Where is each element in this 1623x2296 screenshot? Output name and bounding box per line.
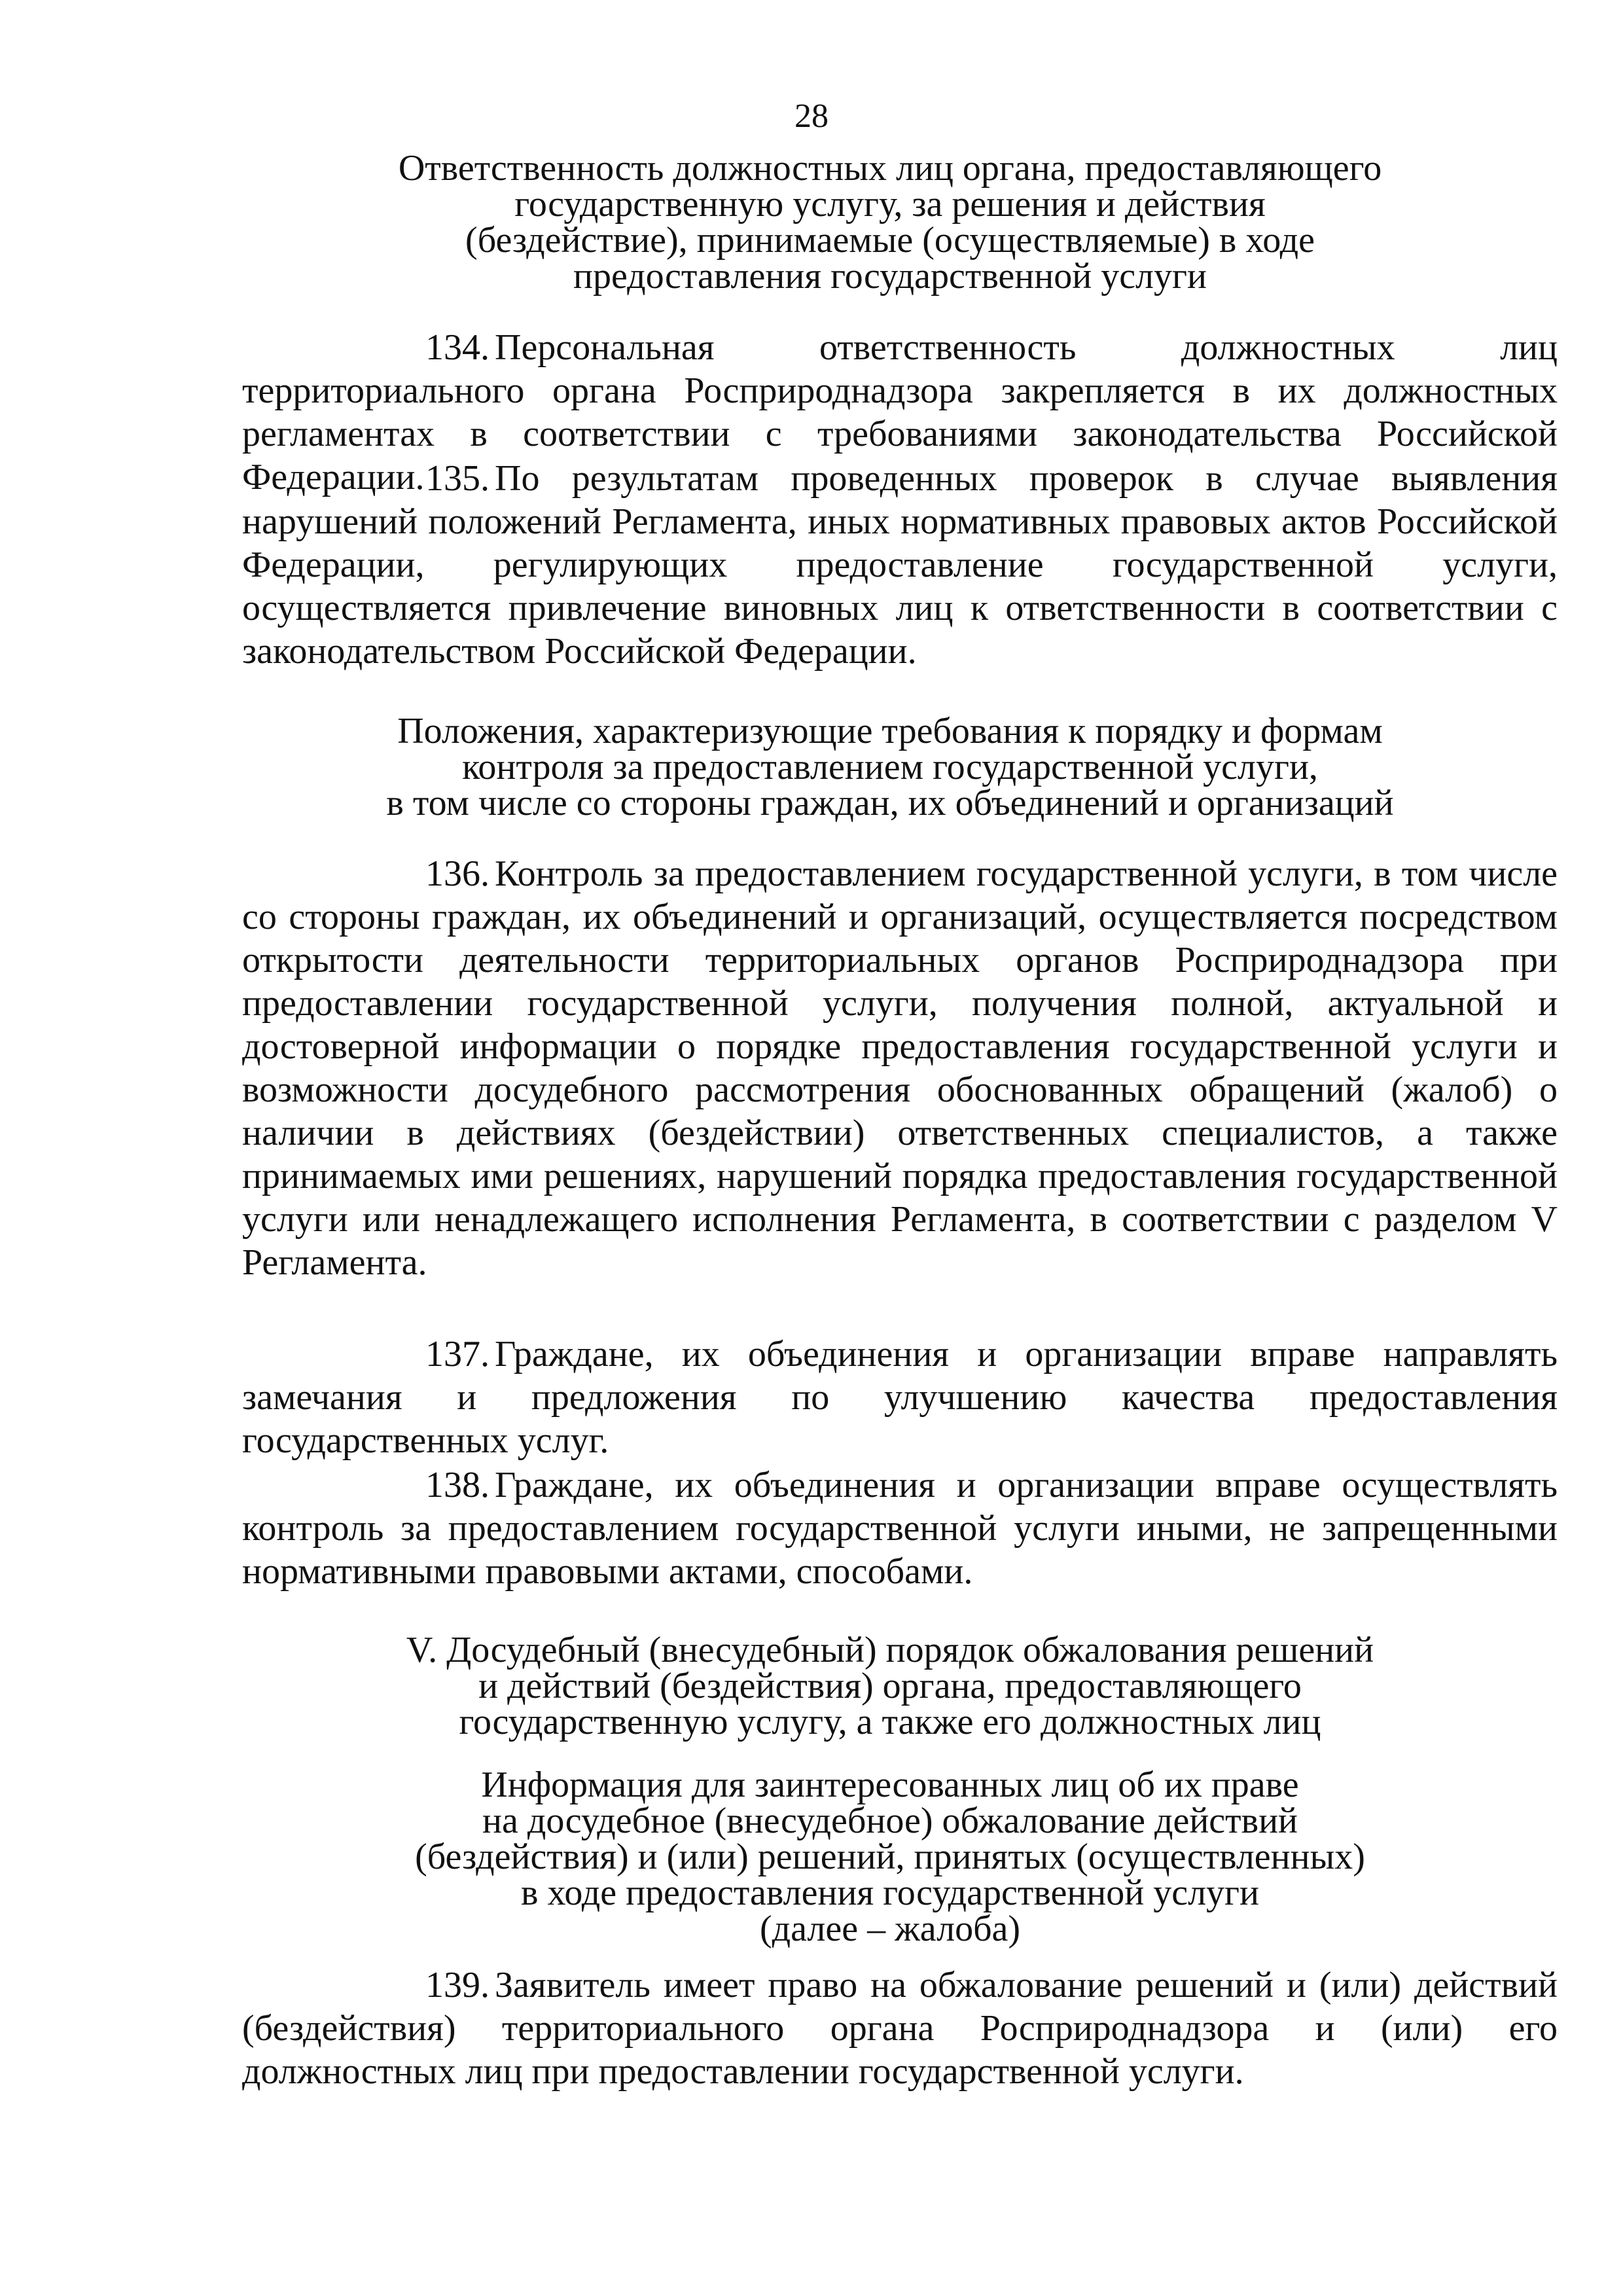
heading-line: государственную услугу, за решения и действия bbox=[514, 184, 1266, 224]
heading-line: (бездействия) и (или) решений, принятых (осуществленных) bbox=[415, 1837, 1365, 1877]
heading-line: Положения, характеризующие требования к порядку и формам bbox=[397, 711, 1383, 751]
heading-line: контроля за предоставлением государственной услуги, bbox=[462, 747, 1318, 787]
page-number: 28 bbox=[794, 98, 829, 135]
heading-line: Ответственность должностных лиц органа, предоставляющего bbox=[398, 148, 1382, 188]
heading-line: государственную услугу, а также его должностных лиц bbox=[459, 1702, 1321, 1742]
paragraph-text: Заявитель имеет право на обжалование решений и (или) действий (бездействия) территориального органа Росприроднадзора и (или) его должностных лиц при предоставлении государственной услуги. bbox=[242, 1965, 1558, 2092]
heading-line: в ходе предоставления государственной услуги bbox=[521, 1873, 1259, 1913]
paragraph-number: 134. bbox=[425, 327, 490, 368]
paragraph-138 bbox=[242, 1463, 1558, 1593]
paragraph-number: 137. bbox=[425, 1334, 490, 1374]
heading-line: предоставления государственной услуги bbox=[573, 256, 1207, 296]
heading-line: и действий (бездействия) органа, предоставляющего bbox=[478, 1666, 1302, 1706]
paragraph-135 bbox=[242, 457, 1558, 673]
heading-line: (далее – жалоба) bbox=[759, 1909, 1021, 1949]
paragraph-137 bbox=[242, 1333, 1558, 1462]
paragraph-136 bbox=[242, 852, 1558, 1284]
paragraph-text: Граждане, их объединения и организации вправе направлять замечания и предложения по улучшению качества предоставления государственных услуг. bbox=[242, 1334, 1558, 1461]
paragraph-text: Контроль за предоставлением государственной услуги, в том числе со стороны граждан, их объединений и организаций, осуществляется посредством открытости деятельности территориальных органов Росприроднадзора при предоставлении государственной услуги, получения полной, актуальной и достоверной информации о порядке предоставления государственной услуги и возможности досудебного рассмотрения обоснованных обращений (жалоб) о наличии в действиях (бездействии) ответственных специалистов, а также принимаемых ими решениях, нарушений порядка предоставления государственной услуги или ненадлежащего исполнения Регламента, в соответствии с разделом V Регламента. bbox=[242, 853, 1558, 1283]
paragraph-139 bbox=[242, 1964, 1558, 2093]
heading-line: в том числе со стороны граждан, их объединений и организаций bbox=[386, 783, 1394, 823]
paragraph-text: Граждане, их объединения и организации вправе осуществлять контроль за предоставлением государственной услуги иными, не запрещенными нормативными правовыми актами, способами. bbox=[242, 1465, 1558, 1592]
paragraph-number: 138. bbox=[425, 1465, 490, 1505]
heading-line: V. Досудебный (внесудебный) порядок обжалования решений bbox=[406, 1630, 1374, 1670]
heading-line: Информация для заинтересованных лиц об их праве bbox=[481, 1765, 1299, 1805]
section-heading-v-pretrial-appeal bbox=[236, 1632, 1544, 1740]
section-heading-officials-responsibility bbox=[236, 148, 1544, 296]
paragraph-number: 139. bbox=[425, 1965, 490, 2005]
paragraph-text: Персональная ответственность должностных лиц территориального органа Росприроднадзора закрепляется в их должностных регламентах в соответствии с требованиями законодательства Российской Федерации. bbox=[242, 327, 1558, 497]
section-heading-complaint-information bbox=[236, 1767, 1544, 1947]
section-heading-control-requirements bbox=[236, 713, 1544, 821]
heading-line: (бездействие), принимаемые (осуществляемые) в ходе bbox=[465, 220, 1315, 260]
paragraph-number: 135. bbox=[425, 458, 490, 499]
paragraph-text: По результатам проведенных проверок в случае выявления нарушений положений Регламента, иных нормативных правовых актов Российской Федерации, регулирующих предоставление государственной услуги, осуществляется привлечение виновных лиц к ответственности в соответствии с законодательством Российской Федерации. bbox=[242, 458, 1558, 672]
paragraph-number: 136. bbox=[425, 853, 490, 894]
heading-line: на досудебное (внесудебное) обжалование действий bbox=[482, 1801, 1298, 1841]
